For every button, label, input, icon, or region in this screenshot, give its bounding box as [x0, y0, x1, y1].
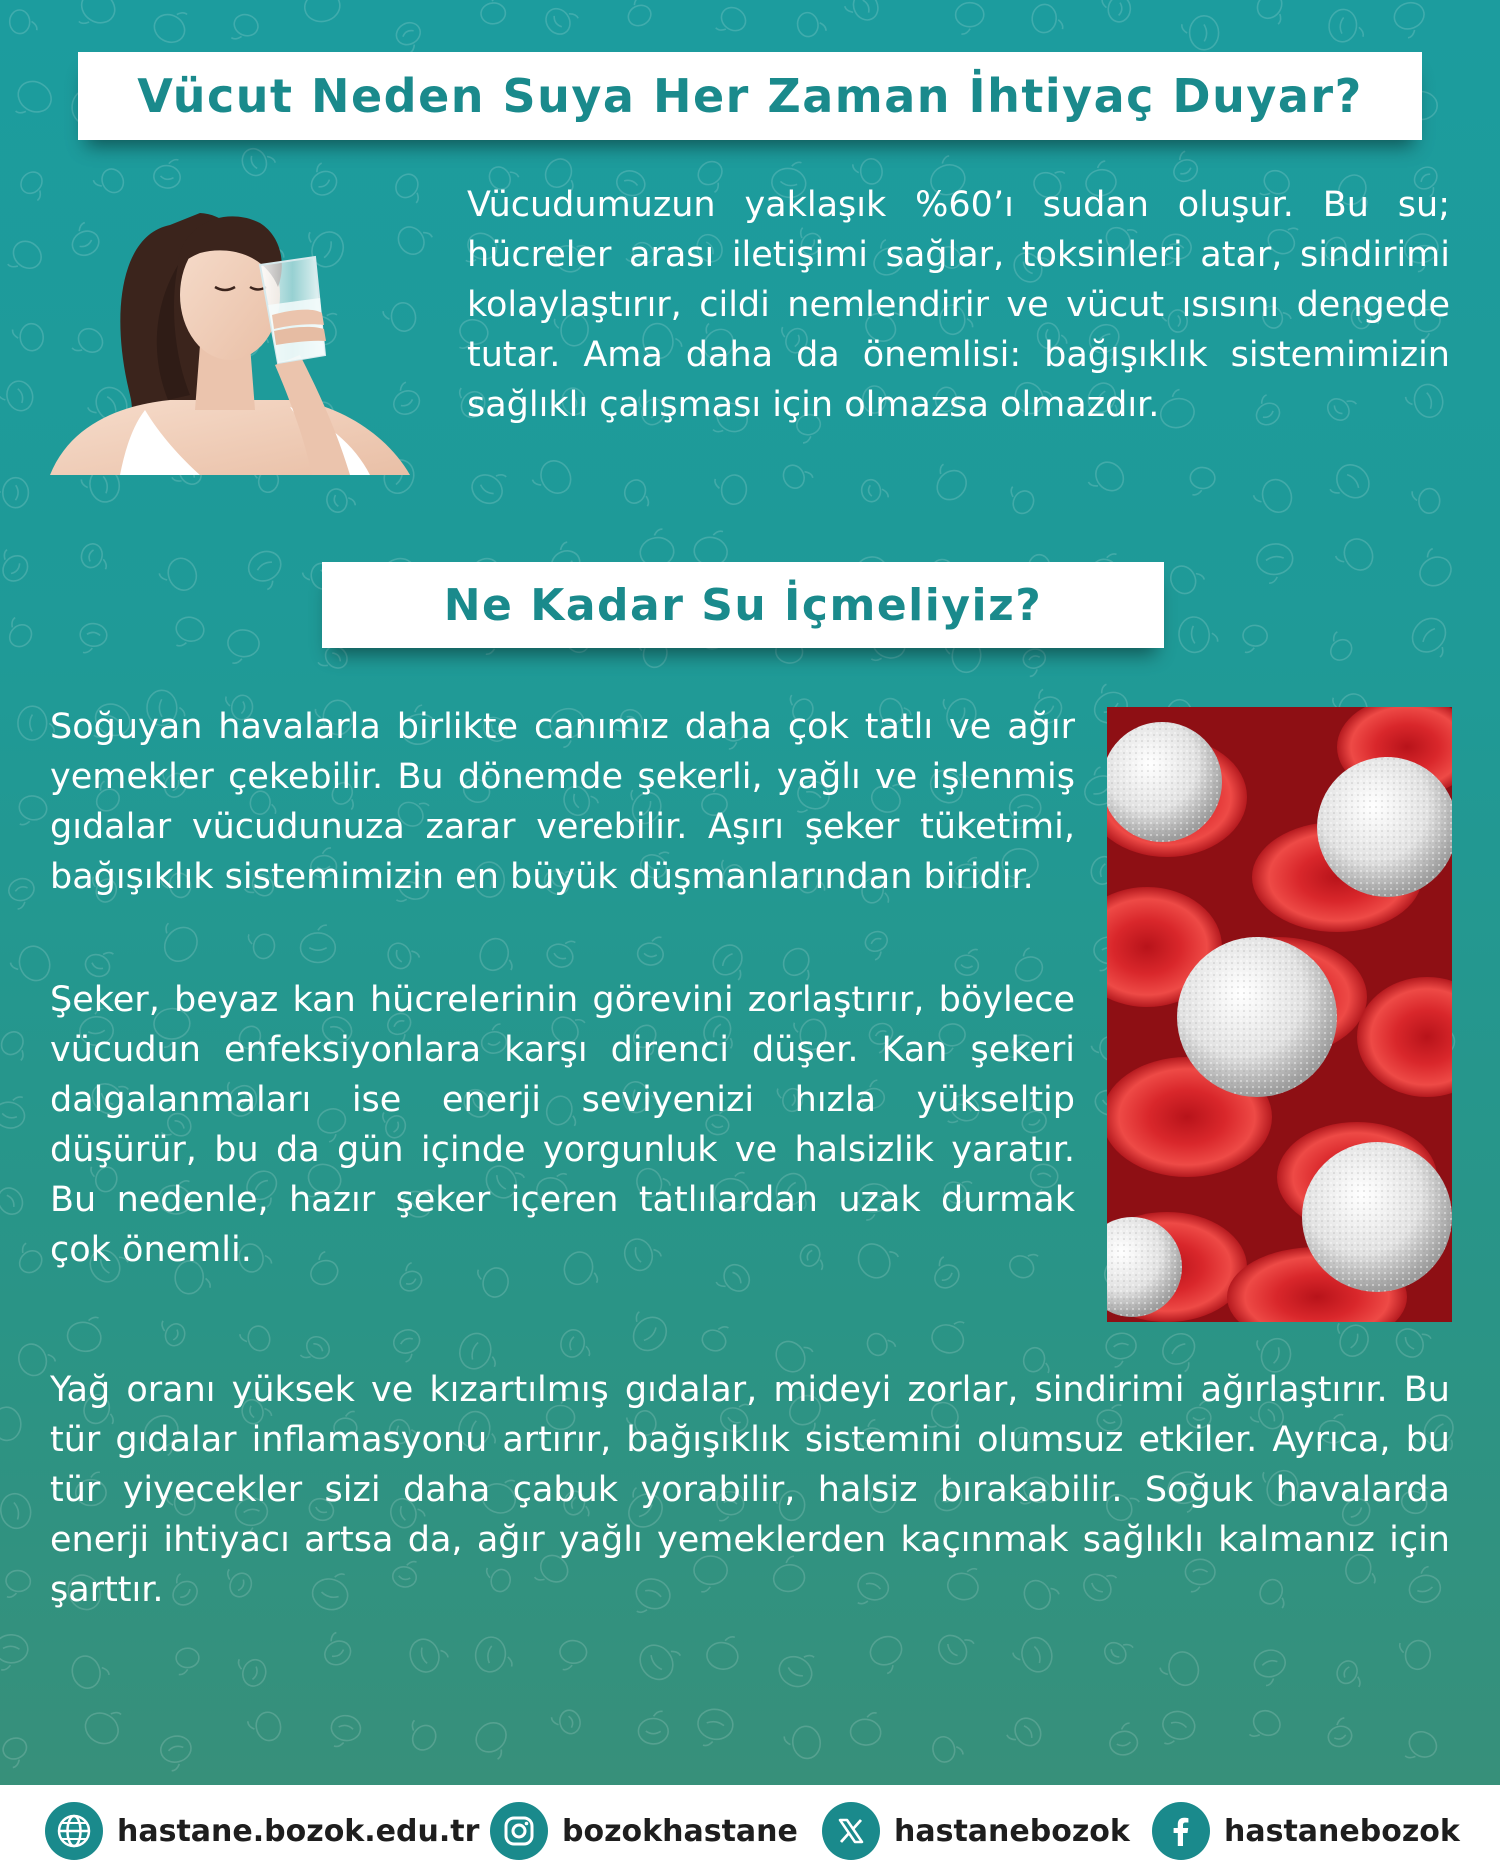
doodle: [1411, 545, 1456, 591]
doodle: [860, 478, 888, 503]
website-label: hastane.bozok.edu.tr: [117, 1813, 480, 1849]
doodle: [0, 477, 29, 508]
doodle: [301, 925, 336, 962]
woman-drinking-water-image: [50, 195, 410, 475]
doodle: [1401, 1727, 1441, 1768]
doodle: [955, 2, 984, 34]
doodle: [636, 935, 665, 967]
doodle: [783, 1725, 822, 1762]
section-title-box: [322, 562, 1164, 648]
doodle: [774, 1644, 821, 1692]
doodle: [172, 614, 207, 651]
doodle: [633, 1634, 685, 1686]
doodle: [0, 546, 33, 586]
doodle: [298, 1332, 334, 1368]
doodle: [158, 1733, 195, 1772]
doodle: [699, 1320, 731, 1354]
doodle: [1252, 1647, 1290, 1687]
doodle: [476, 935, 520, 977]
doodle: [551, 1708, 583, 1737]
doodle: [79, 622, 108, 654]
doodle: [390, 1326, 426, 1364]
doodle: [1189, 467, 1215, 497]
sugar-paragraph: Soğuyan havalarla birlikte canımız daha çok tatlı ve ağır yemekler çekebilir. Bu dönemde şekerli, yağlı ve işlenmiş gıdalar vücudunuza zarar verebilir. Aşırı şeker tüketimi, bağışıklık sistemimizin en büyük düşmanlarından biridir.: [50, 707, 1075, 897]
doodle: [1182, 16, 1219, 51]
facebook-label: hastanebozok: [1224, 1813, 1460, 1849]
instagram-link[interactable]: [490, 1802, 798, 1860]
doodle: [1251, 475, 1296, 519]
doodle: [11, 1241, 47, 1277]
doodle: [79, 541, 112, 572]
doodle: [1031, 3, 1065, 34]
doodle: [238, 142, 277, 179]
main-title: Vücut Neden Suya Her Zaman İhtiyaç Duyar?: [137, 69, 1363, 123]
doodle: [1166, 559, 1206, 598]
section-title: Ne Kadar Su İçmeliyiz?: [443, 579, 1043, 631]
doodle: [862, 928, 893, 961]
blood-cells-image: [1107, 707, 1452, 1322]
doodle: [1334, 1658, 1367, 1689]
doodle: [1411, 488, 1440, 514]
doodle: [1245, 1706, 1284, 1746]
doodle: [1157, 1708, 1198, 1750]
doodle: [1328, 1317, 1373, 1361]
white-blood-cells-paragraph: Şeker, beyaz kan hücrelerinin görevini zorlaştırır, böylece vücudun enfeksiyonlara karşı direnci düşer. Kan şekeri dalgalanmaları ise enerji seviyenizi hızla yükseltip düşürür, bu da gün içinde yorgunluk ve halsizlik yaratır. Bu nedenle, hazır şeker içeren tatlılardan uzak durmak çok önemli.: [50, 980, 1075, 1270]
doodle: [157, 554, 201, 597]
doodle: [247, 1710, 283, 1744]
doodle: [317, 1630, 355, 1669]
doodle: [780, 459, 814, 492]
doodle: [156, 1319, 188, 1349]
doodle: [0, 378, 36, 416]
doodle: [558, 1639, 587, 1671]
doodle: [1004, 1713, 1046, 1754]
doodle: [245, 931, 277, 960]
doodle: [406, 1633, 450, 1676]
x-link[interactable]: [822, 1802, 1130, 1860]
doodle: [1322, 630, 1356, 664]
doodle: [467, 463, 512, 509]
doodle: [0, 1406, 22, 1442]
doodle: [1010, 1634, 1056, 1678]
doodle: [541, 0, 581, 39]
globe-icon: [45, 1802, 103, 1860]
doodle: [713, 3, 750, 41]
doodle: [392, 19, 427, 55]
doodle: [402, 1717, 440, 1754]
doodle: [233, 1655, 269, 1689]
doodle: [152, 916, 204, 967]
doodle: [933, 1625, 978, 1670]
doodle: [544, 934, 580, 971]
doodle: [243, 546, 289, 593]
doodle: [1255, 542, 1296, 585]
doodle: [328, 1714, 362, 1750]
doodle: [622, 0, 655, 29]
doodle: [303, 161, 341, 200]
instagram-label: bozokhastane: [562, 1813, 798, 1849]
doodle: [1084, 457, 1129, 501]
doodle: [1324, 1717, 1354, 1749]
doodle: [0, 1092, 29, 1131]
doodle: [1157, 1648, 1203, 1692]
x-icon: [822, 1802, 880, 1860]
intro-paragraph: Vücudumuzun yaklaşık %60’ı sudan oluşur. Bu su; hücreler arası iletişimi sağlar, toksinleri atar, sindirimi kolaylaştırır, cildi nemlendirir ve vücut ısısını dengede tutar. Ama daha da önemlisi: bağışıklık sistemimizin sağlıklı çalışması için olmazsa olmazdır.: [467, 185, 1450, 425]
doodle: [72, 0, 121, 35]
doodle: [384, 937, 421, 972]
doodle: [796, 10, 827, 38]
instagram-icon: [490, 1802, 548, 1860]
doodle: [1252, 0, 1292, 28]
doodle: [6, 876, 38, 911]
doodle: [713, 473, 748, 505]
doodle: [529, 456, 577, 503]
doodle: [9, 75, 57, 124]
doodle: [228, 11, 261, 46]
website-link[interactable]: [45, 1802, 479, 1860]
doodle: [0, 1183, 27, 1222]
doodle: [17, 168, 52, 203]
doodle: [9, 9, 37, 34]
doodle: [4, 1569, 32, 1600]
doodle: [152, 157, 182, 190]
doodle: [1021, 647, 1049, 678]
facebook-link[interactable]: [1152, 1802, 1460, 1860]
doodle: [176, 1648, 199, 1675]
doodle: [638, 1711, 668, 1744]
doodle: [69, 1651, 112, 1692]
doodle: [1107, 1722, 1139, 1757]
doodle: [1101, 1633, 1135, 1667]
doodle: [954, 947, 980, 976]
doodle: [1100, 0, 1132, 23]
doodle: [80, 1701, 128, 1750]
doodle: [3, 236, 46, 280]
doodle: [1396, 1638, 1432, 1671]
doodle: [621, 477, 655, 509]
doodle: [64, 1311, 106, 1355]
doodle: [0, 616, 36, 652]
doodle: [473, 1635, 515, 1675]
doodle: [1332, 534, 1377, 578]
x-label: hastanebozok: [894, 1813, 1130, 1849]
doodle: [0, 1634, 29, 1671]
doodle: [849, 1710, 882, 1746]
doodle: [301, 0, 343, 24]
doodle: [226, 628, 261, 665]
doodle: [1391, 0, 1431, 40]
doodle: [1324, 458, 1375, 509]
doodle: [324, 485, 356, 514]
doodle: [705, 1633, 741, 1672]
doodle: [864, 1328, 896, 1358]
doodle: [0, 1735, 32, 1769]
doodle: [843, 0, 883, 27]
doodle: [0, 1028, 33, 1063]
doodle: [928, 1313, 971, 1357]
doodle: [1391, 1319, 1435, 1362]
doodle: [621, 1305, 673, 1357]
doodle: [149, 3, 193, 48]
doodle: [1406, 612, 1458, 664]
doodle: [866, 1631, 910, 1676]
footer-bar: [0, 1785, 1500, 1875]
doodle: [470, 1717, 516, 1764]
doodle: [1327, 8, 1365, 44]
doodle: [1003, 484, 1037, 517]
doodle: [931, 1733, 964, 1764]
doodle: [926, 459, 972, 505]
doodle: [1178, 615, 1219, 654]
fatty-foods-paragraph: Yağ oranı yüksek ve kızartılmış gıdalar, mideyi zorlar, sindirimi ağırlaştırır. Bu tür gıdalar inflamasyonu artırır, bağışıklık sistemini olumsuz etkiler. Ayrıca, bu tür yiyecekler sizi daha çabuk yorabilir, halsiz bırakabilir. Soğuk havalarda enerji ihtiyacı artsa da, ağır yağlı yemeklerden kaçınmak sağlıklı kalmanız için şarttır.: [50, 1370, 1450, 1610]
doodle: [1105, 1332, 1139, 1368]
doodle: [1242, 625, 1268, 654]
doodle: [0, 1491, 34, 1533]
main-title-box: [78, 52, 1422, 140]
doodle: [15, 793, 49, 830]
doodle: [7, 942, 54, 987]
facebook-icon: [1152, 1802, 1210, 1860]
doodle: [12, 323, 44, 352]
doodle: [480, 0, 507, 25]
doodle: [695, 1707, 735, 1750]
doodle: [558, 1328, 593, 1361]
doodle: [239, 1324, 273, 1355]
